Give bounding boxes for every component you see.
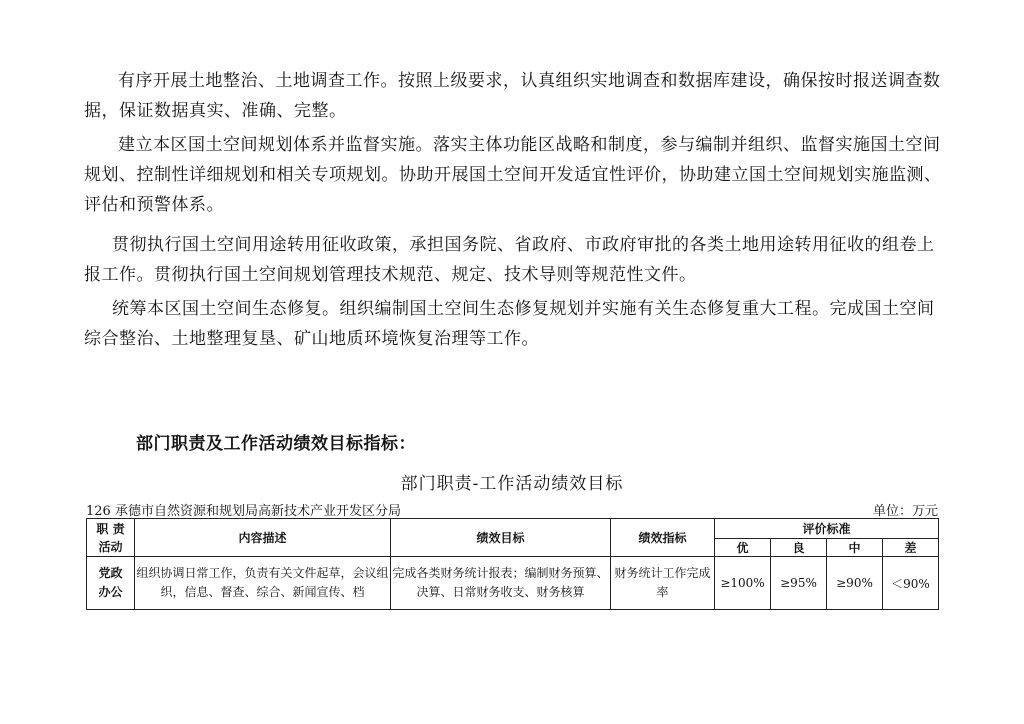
header-grade-excellent: 优	[715, 539, 771, 557]
org-line	[86, 500, 938, 519]
section-title: 部门职责及工作活动绩效目标指标：	[136, 434, 416, 454]
row-indicator: 财务统计工作完成率	[611, 557, 715, 610]
header-grade-fair: 中	[827, 539, 883, 557]
paragraph-land-use-conversion: 贯彻执行国土空间用途转用征收政策，承担国务院、省政府、市政府审批的各类土地用途转用征收的组卷上报工作。贯彻执行国土空间规划管理技术规范、规定、技术导则等规范性文件。	[84, 235, 935, 285]
org-name: 126 承德市自然资源和规划局高新技术产业开发区分局	[86, 504, 401, 519]
header-content: 内容描述	[135, 519, 391, 557]
header-duty-line2: 活动	[98, 539, 123, 554]
header-duty	[87, 519, 135, 557]
header-criteria: 评价标准	[715, 519, 939, 539]
row-duty-line1: 党政	[98, 566, 123, 580]
paragraph-spatial-planning: 建立本区国土空间规划体系并监督实施。落实主体功能区战略和制度，参与编制并组织、监督实施国土空间规划、控制性详细规划和相关专项规划。协助开展国土空间开发适宜性评价，协助建立国土空间规划实施监测、评估和预警体系。	[84, 135, 942, 215]
unit-label: 单位：万元	[872, 504, 938, 519]
row-goal: 完成各类财务统计报表；编制财务预算、决算、日常财务收支、财务核算	[391, 557, 611, 610]
row-grade-good: ≥95%	[771, 557, 827, 610]
header-goal: 绩效目标	[391, 519, 611, 557]
table-header-row	[87, 519, 939, 539]
header-indicator: 绩效指标	[611, 519, 715, 557]
header-duty-line1: 职 责	[96, 521, 125, 536]
row-content: 组织协调日常工作，负责有关文件起草，会议组织，信息、督查、综合、新闻宣传、档	[135, 557, 391, 610]
paragraph-ecological-restoration: 统筹本区国土空间生态修复。组织编制国土空间生态修复规划并实施有关生态修复重大工程。完成国土空间综合整治、土地整理复垦、矿山地质环境恢复治理等工作。	[84, 299, 935, 349]
paragraph-land-survey: 有序开展土地整治、土地调查工作。按照上级要求，认真组织实地调查和数据库建设，确保按时报送调查数据，保证数据真实、准确、完整。	[84, 71, 941, 121]
header-grade-poor: 差	[883, 539, 939, 557]
row-duty-line2: 办公	[98, 585, 123, 599]
header-grade-good: 良	[771, 539, 827, 557]
row-grade-excellent: ≥100%	[715, 557, 771, 610]
row-duty	[87, 557, 135, 610]
table-caption: 部门职责-工作活动绩效目标	[400, 474, 624, 494]
performance-table	[86, 518, 939, 610]
row-grade-poor: ＜90%	[883, 557, 939, 610]
table-row	[87, 557, 939, 610]
row-grade-fair: ≥90%	[827, 557, 883, 610]
